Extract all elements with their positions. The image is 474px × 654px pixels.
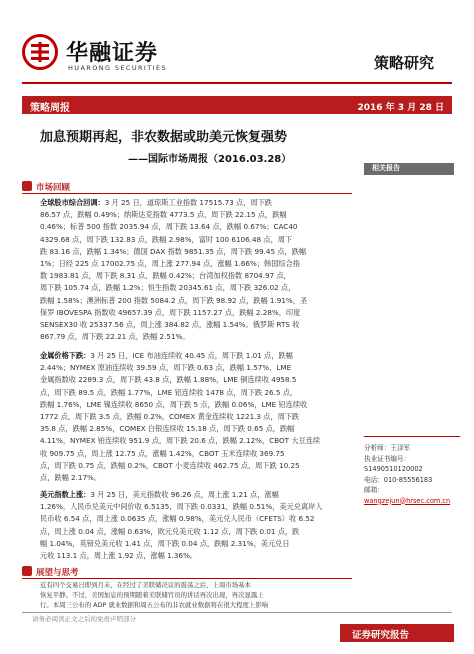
text-line: 1772 点，周下跌 3.5 点，跌幅 0.2%，COMEX 黄金连续收 1221.3 点，周下跌 (40, 412, 300, 422)
related-reports-title: 相关报告 (372, 164, 400, 172)
text-line: 恢复平静。不过，美国加息的预期随着美联储官员的讲话再次出现，再次显露上 (40, 591, 264, 599)
disclaimer-note: 请务必阅读正文之后的免责声明部分 (32, 615, 136, 623)
text-line: 近有四个交易日即到月末，在经过了美联储决议的震荡之后，上周市场基本 (40, 581, 251, 589)
analyst-email-link[interactable]: wangzejun@hrsec.com.cn (364, 496, 451, 505)
text-line: 跌幅 1.58%；澳洲标普 200 指数 5084.2 点，周下跌 98.92 点，跌幅 1.91%，圣 (40, 295, 308, 305)
brand-name-cn: 华融证券 (66, 41, 159, 66)
analyst-info (364, 436, 456, 506)
text-line: 4329.68 点，周下跌 132.83 点，跌幅 2.98%，富时 100 6106.48 点，周下 (40, 234, 293, 244)
stocks-label: 全球股市综合回调： (40, 198, 105, 207)
text-line: 元收 113.1 点，周上涨 1.92 点，涨幅 1.36%。 (40, 551, 198, 561)
text-line: 2.44%；NYMEX 原油连续收 39.59 点，周下跌 0.63 点，跌幅 1.57%，LME (40, 363, 292, 373)
outlook-block (40, 580, 358, 610)
footer-band-label: 证券研究报告 (352, 630, 410, 641)
text-line: 跌 83.16 点，跌幅 1.34%；德国 DAX 指数 9851.35 点，周下跌 99.45 点，跌幅 (40, 246, 307, 256)
section-bullet-icon (22, 181, 32, 191)
report-date: 2016 年 3 月 28 日 (357, 103, 444, 113)
usd-paragraph (40, 489, 360, 562)
text-line: 点，跌幅 2.17%。 (40, 473, 102, 483)
text-line: 行。本周三公布的 ADP 就业数据和周五公布的非农就业数据将在很大程度上影响 (40, 601, 269, 609)
text-line: 1.26%，人民币兑美元中间价收 6.5135，周下跌 0.0331，跌幅 0.51%，美元兑离岸人 (40, 502, 323, 512)
section-title-outlook: 展望与思考 (36, 568, 79, 578)
section-title-review: 市场回顾 (36, 183, 71, 193)
text-line: 民币收 6.54 点，周上涨 0.0635 点，涨幅 0.98%，美元兑人民币（CFETS）收 6.52 (40, 514, 315, 524)
analyst-email-row (364, 485, 456, 496)
analyst-divider (364, 436, 460, 437)
report-series: 策略研究 (373, 54, 434, 72)
text-line: 点，周下跌 0.75 点，跌幅 0.2%，CBOT 小麦连续收 462.75 点，周下跌 10.25 (40, 460, 300, 470)
text-line: 86.57 点，跌幅 0.49%；纳斯达克指数 4773.5 点，周下跌 22.15 点，跌幅 (40, 210, 287, 220)
usd-label: 美元指数上涨： (40, 490, 91, 499)
text-line: 1%；日经 225 点 17002.75 点，周上涨 277.94 点，涨幅 1.66%；韩国综合指 (40, 259, 300, 269)
outlook-paragraph (40, 580, 358, 610)
commodity-paragraph (40, 350, 360, 484)
text-line: 数 1983.81 点，周下跌 8.31 点，跌幅 0.42%；台湾加权指数 8704.97 点， (40, 271, 291, 281)
section-bullet-icon (22, 566, 32, 576)
analyst-name: 分析师：王泽军 (364, 444, 411, 452)
brand-name-en: HUARONG SECURITIES (68, 64, 167, 72)
text-line: 4.11%，NYMEX 铂连续收 951.9 点，周下跌 20.6 点，跌幅 2.12%，CBOT 大豆连续 (40, 436, 321, 446)
related-reports-header (364, 163, 454, 175)
text-line: 点，周上涨 0.04 点，涨幅 0.63%，欧元兑美元收 1.12 点，周下跌 0.01 点，跌 (40, 526, 300, 536)
usd-block (40, 489, 360, 562)
text-line: 幅 1.04%，英镑兑美元收 1.41 点，周下跌 0.04 点，跌幅 2.31%，美元兑日 (40, 538, 290, 548)
analyst-phone: 电话：010-85556183 (364, 475, 433, 484)
text-line: 3 月 25 日，ICE 布油连续收 40.45 点，周下跌 1.01 点，跌幅 (90, 351, 293, 360)
analyst-cert: 执业证书编号：S1490510120002 (364, 454, 423, 473)
section-divider (22, 578, 352, 579)
analyst-email-label: 邮箱： (364, 486, 384, 494)
text-line: 点，周下跌 89.5 点，跌幅 1.77%，LME 铝连续收 1478 点，周下跌 26.5 点， (40, 387, 298, 397)
text-line: 3 月 25 日，道琼斯工业指数 17515.73 点，周下跌 (104, 198, 272, 207)
text-line: 35.8 点，跌幅 2.85%，COMEX 白银连续收 15.18 点，周下跌 0.65 点，跌幅 (40, 424, 295, 434)
text-line: 收 909.75 点，周上涨 12.75 点，涨幅 1.42%，CBOT 玉米连续收 369.75 (40, 448, 285, 458)
text-line: 金属指数收 2289.3 点，周下跌 43.8 点，跌幅 1.88%，LME 铜连续收 4958.5 (40, 375, 297, 385)
report-subhead: ——国际市场周报（2016.03.28） (128, 154, 292, 165)
stocks-block (40, 197, 360, 343)
commodity-label: 金属价格下跌： (40, 351, 91, 360)
text-line: 3 月 25 日，美元指数收 96.26 点，周上涨 1.21 点，涨幅 (90, 490, 279, 499)
text-line: 0.46%；标普 500 指数 2035.94 点，周下跌 13.64 点，跌幅 0.67%；CAC40 (40, 222, 298, 232)
logo-glyph-icon (27, 39, 53, 65)
section-divider (22, 193, 352, 194)
text-line: 跌幅 1.76%，LME 镍连续收 8650 点，周下跌 5 点，跌幅 0.06%，LME 铅连续收 (40, 399, 308, 409)
header-divider (22, 82, 452, 84)
footer-divider (22, 612, 452, 613)
company-logo (22, 34, 58, 70)
text-line: 保罗 IBOVESPA 指数收 49657.39 点，周下跌 1157.27 点，跌幅 2.28%，印度 (40, 307, 301, 317)
text-line: 867.79 点，周下跌 22.21 点，跌幅 2.51%。 (40, 332, 190, 342)
commodity-block (40, 350, 360, 484)
stocks-paragraph (40, 197, 360, 343)
text-line: SENSEX30 收 25337.56 点，周上涨 384.82 点，涨幅 1.54%。俄罗斯 RTS 收 (40, 320, 300, 330)
report-headline: 加息预期再起，非农数据或助美元恢复强势 (40, 130, 288, 145)
text-line: 周下跌 105.74 点，跌幅 1.2%；恒生指数 20345.61 点，周下跌 326.02 点， (40, 283, 296, 293)
footer-band (340, 624, 454, 642)
report-type: 策略周报 (30, 103, 70, 114)
